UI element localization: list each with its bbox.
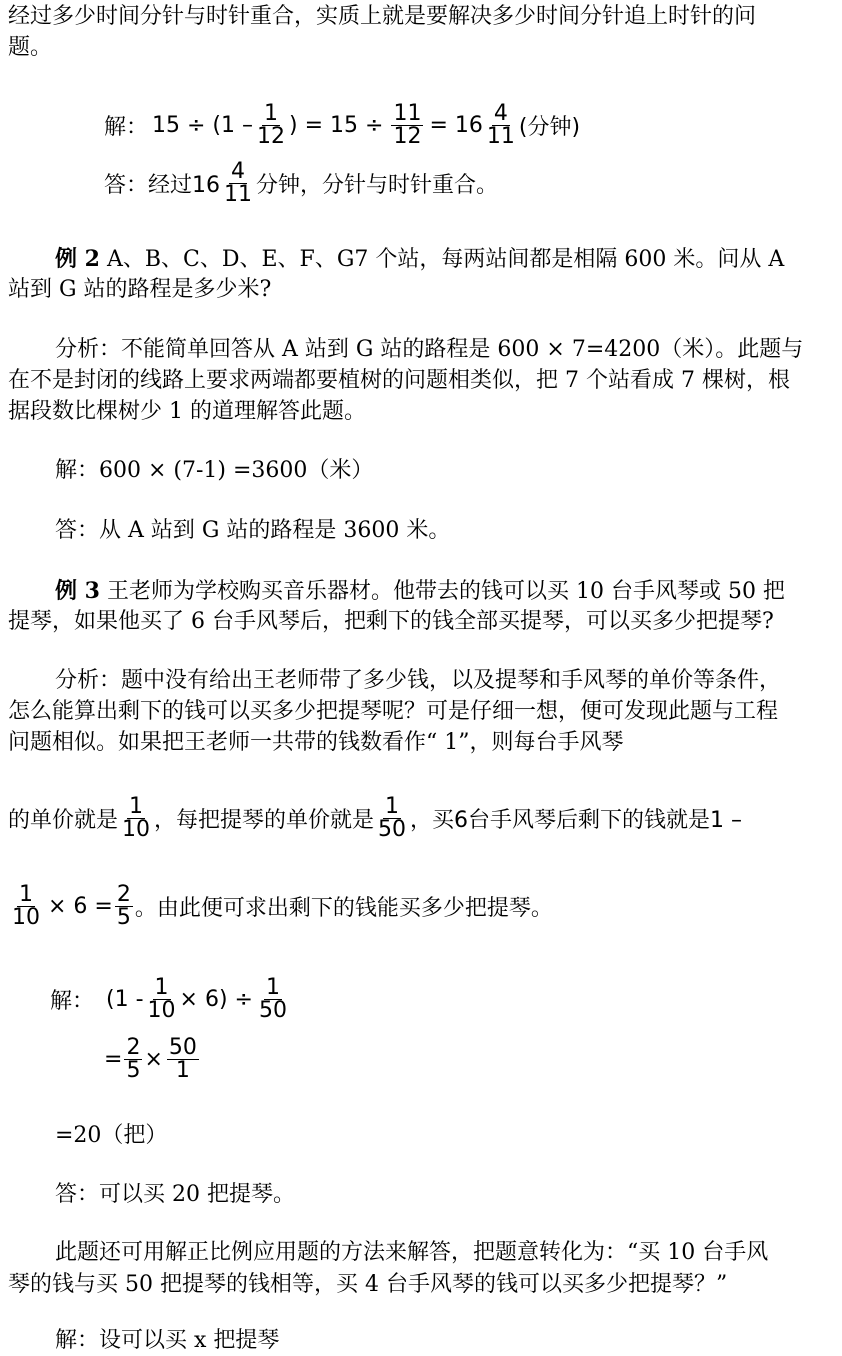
ex1-eq-part-c: = 16 [429,112,483,138]
ex3-question-line-1 [55,576,785,606]
ex3-price-part-c: ，买6台手风琴后剩下的钱就是1 – [410,807,743,833]
ex1-eq-unit: (分钟) [518,114,581,140]
ex1-solution-formula [104,100,580,150]
ex3-solution2-fraction-2-num: 50 [168,1034,197,1060]
ex3-price-part-a: 的单价就是 [8,807,119,833]
intro-line-2: 题。 [8,35,53,60]
ex3-solution2-part-b: × [144,1046,163,1072]
ex2-analysis-line-2: 在不是封闭的线路上要求两端都要植树的问题相类似，把 7 个站看成 7 棵树，根 [8,368,790,393]
ex2-solution: 解：600 × (7-1) =3600（米） [55,458,374,483]
ex3-solution-formula-2 [104,1032,201,1086]
ex3-answer: 答：可以买 20 把提琴。 [55,1182,295,1207]
ex3-price-fraction-2 [376,793,408,842]
ex2-question-line-1 [55,244,784,274]
ex3-solution-fraction-2-num: 1 [265,974,280,1000]
ex1-answer-fraction [222,158,254,207]
ex3-solution-fraction-2 [257,974,289,1023]
ex3-analysis-line-1: 分析：题中没有给出王老师带了多少钱，以及提琴和手风琴的单价等条件， [55,668,782,693]
ex2-question-text-1: A、B、C、D、E、F、G7 个站，每两站间都是相隔 600 米。问从 A [106,247,785,272]
ex3-price-fraction-2-num: 1 [385,793,400,819]
ex3-solution2-part-a: = [104,1046,123,1072]
ex3-solution2-fraction-1 [124,1034,142,1083]
ex1-answer-fraction-den: 11 [224,181,253,207]
ex3-solution-fraction-1-num: 1 [154,974,169,1000]
ex1-fraction-1-num: 1 [264,100,279,126]
ex1-answer-part-b: 分钟，分针与时针重合。 [256,172,499,198]
ex1-eq-part-a: 15 ÷ (1 – [152,112,254,138]
ex3-remaining-fraction-2-num: 2 [116,881,131,907]
ex3-remaining-fraction-1-num: 1 [19,881,33,907]
ex1-fraction-3 [485,100,517,149]
ex3-price-fraction-1-num: 1 [129,793,144,819]
ex3-solution-part-a: (1 - [106,986,144,1012]
ex2-analysis-line-1: 分析：不能简单回答从 A 站到 G 站的路程是 600 × 7=4200（米）。此题与 [55,337,804,362]
ex3-analysis-line-3: 问题相似。如果把王老师一共带的钱数看作“ 1”，则每台手风琴 [8,730,624,755]
ex3-analysis-line-2: 怎么能算出剩下的钱可以买多少把提琴呢？可是仔细一想，便可发现此题与工程 [8,699,779,724]
ex3-question-text-1: 王老师为学校购买音乐器材。他带去的钱可以买 10 台手风琴或 50 把 [106,579,785,604]
ex3-price-fraction-2-den: 50 [378,816,407,842]
ex1-answer-fraction-num: 4 [231,158,246,184]
ex3-remaining-fraction-2 [115,881,133,930]
ex3-price-fraction-1-den: 10 [122,816,151,842]
ex3-remaining-fraction-1-den: 10 [12,904,40,930]
ex3-solution-fraction-2-den: 50 [258,997,287,1023]
ex1-fraction-3-num: 4 [493,100,508,126]
ex3-label: 例 3 [55,578,100,604]
intro-line-1: 经过多少时间分针与时针重合，实质上就是要解决多少时间分针追上时针的问 [8,4,757,29]
ex2-label: 例 2 [55,246,100,272]
ex2-question-line-2: 站到 G 站的路程是多少米? [8,277,272,302]
ex3-solution-formula-1 [50,972,291,1026]
ex1-answer-part-a: 经过16 [148,172,221,198]
ex3-alt-solution: 解：设可以买 x 把提琴 [55,1328,280,1353]
ex3-solution-result: =20（把） [55,1123,168,1148]
ex3-price-fraction-1 [120,793,152,842]
ex3-remaining-fraction-1 [10,881,42,930]
ex3-alt-line-1: 此题还可用解正比例应用题的方法来解答，把题意转化为：“买 10 台手风 [55,1240,769,1265]
ex3-solution2-fraction-2-den: 1 [175,1057,190,1083]
ex3-price-part-b: ，每把提琴的单价就是 [154,807,375,833]
ex3-solution2-fraction-2 [167,1034,199,1083]
ex3-remaining-fraction-2-den: 5 [116,904,131,930]
ex3-solution-fraction-1 [146,974,178,1023]
ex1-answer-label: 答： [104,172,149,198]
ex3-remaining-formula [8,880,553,932]
ex1-fraction-3-den: 11 [486,123,515,149]
ex1-fraction-2 [391,100,423,149]
ex3-solution2-fraction-1-den: 5 [126,1057,141,1083]
ex3-alt-line-2: 琴的钱与买 50 把提琴的钱相等，买 4 台手风琴的钱可以买多少把提琴？” [8,1272,728,1297]
ex1-answer-formula [104,158,498,208]
ex3-price-formula [8,792,742,844]
ex2-analysis-line-3: 据段数比棵树少 1 的道理解答此题。 [8,399,366,424]
ex3-solution-part-b: × 6) ÷ [179,986,253,1012]
ex3-solution-label: 解： [50,988,95,1014]
ex1-fraction-1 [255,100,287,149]
ex3-solution-fraction-1-den: 10 [147,997,176,1023]
ex1-fraction-1-den: 12 [257,123,286,149]
ex1-fraction-2-den: 12 [393,123,422,149]
ex1-solution-label: 解： [104,114,149,140]
ex1-fraction-2-num: 11 [393,100,422,126]
ex3-question-line-2: 提琴，如果他买了 6 台手风琴后，把剩下的钱全部买提琴，可以买多少把提琴? [8,609,774,634]
ex3-remaining-part-a: × 6 = [48,893,113,919]
ex3-remaining-part-b: 。由此便可求出剩下的钱能买多少把提琴。 [134,895,553,921]
ex3-solution2-fraction-1-num: 2 [126,1034,141,1060]
ex2-answer: 答：从 A 站到 G 站的路程是 3600 米。 [55,518,451,543]
ex1-eq-part-b: ) = 15 ÷ [289,112,384,138]
